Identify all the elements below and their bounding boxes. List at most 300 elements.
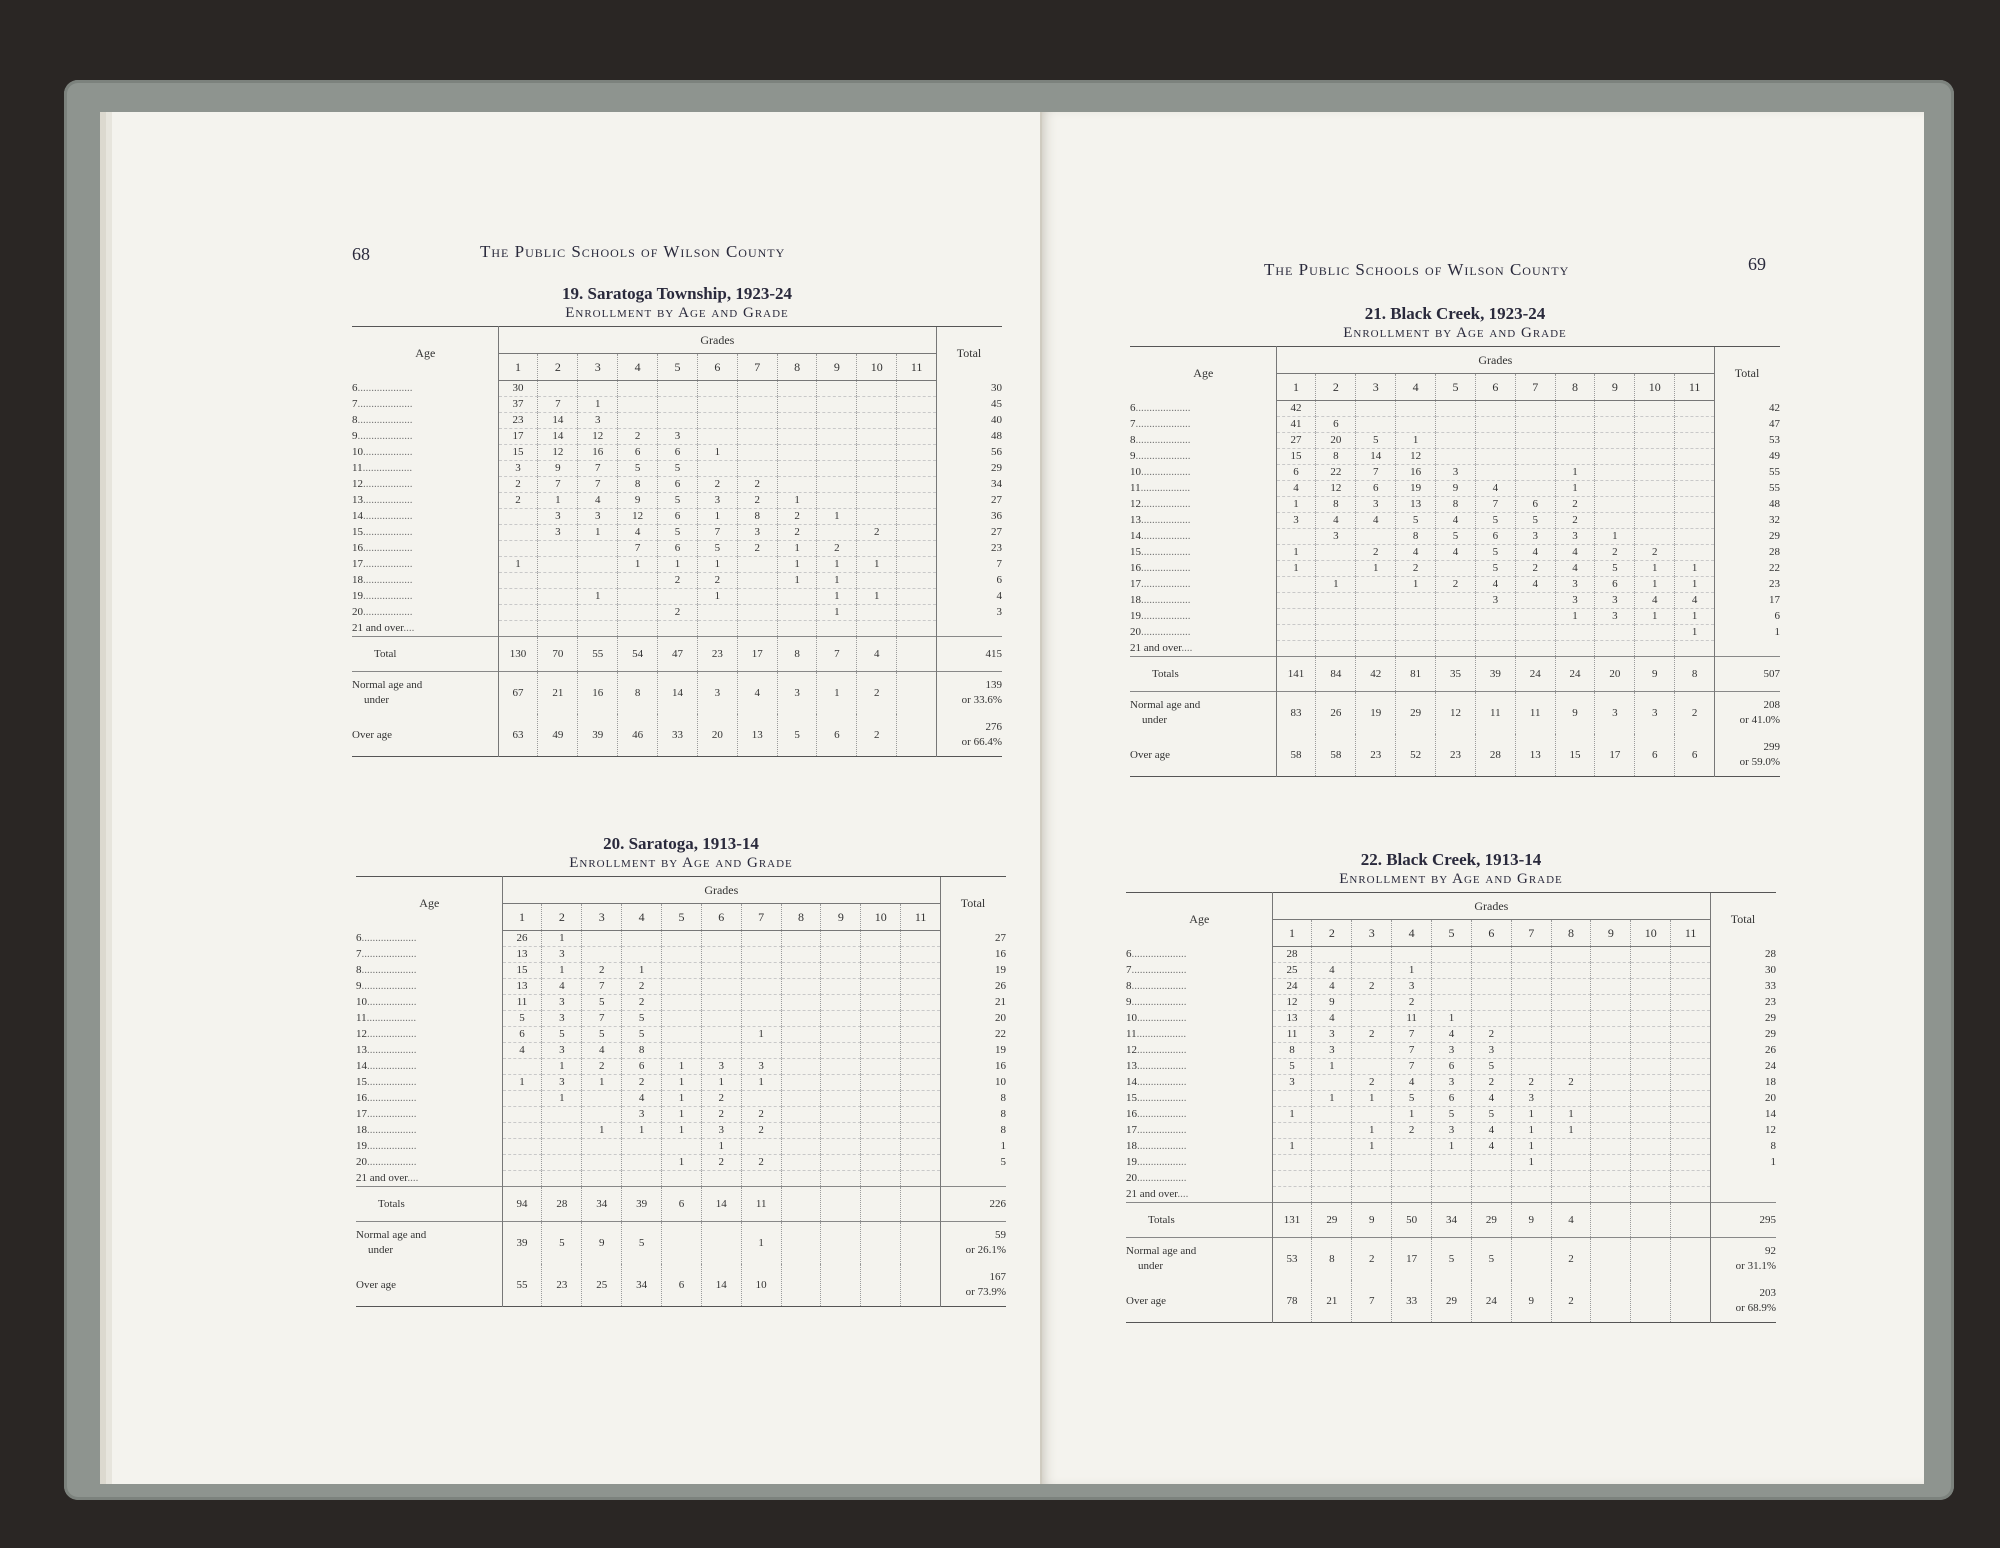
grade-cell xyxy=(1352,995,1392,1011)
over-age-total-value: 203 xyxy=(1759,1287,1776,1299)
grade-cell xyxy=(1436,433,1476,449)
grade-cell xyxy=(1352,947,1392,963)
grade-cell xyxy=(1432,963,1472,979)
grade-cell: 6 xyxy=(1356,481,1396,497)
grade-cell: 4 xyxy=(1471,1123,1511,1139)
grade-cell: 1 xyxy=(1392,1107,1432,1123)
grade-cell: 1 xyxy=(662,1123,702,1139)
table-row xyxy=(356,1043,1006,1059)
normal-age-label-line1: Normal age and xyxy=(352,679,423,691)
grade-cell: 28 xyxy=(1272,947,1312,963)
grade-cell xyxy=(897,525,937,541)
grade-cell xyxy=(1631,1107,1671,1123)
grade-cell xyxy=(498,541,538,557)
grade-cell: 3 xyxy=(542,947,582,963)
grade-cell: 5 xyxy=(1515,513,1555,529)
normal-age-cell xyxy=(1591,1238,1631,1281)
grade-number-header: 11 xyxy=(1671,920,1711,947)
grade-number-header: 7 xyxy=(1515,374,1555,401)
grade-cell xyxy=(737,557,777,573)
table-row xyxy=(1126,947,1776,963)
grade-number-header: 2 xyxy=(1316,374,1356,401)
grade-cell xyxy=(781,1171,821,1187)
leader-dots: .................. xyxy=(1136,1028,1187,1040)
grade-cell xyxy=(1316,561,1356,577)
age-label: 7.................... xyxy=(352,397,498,413)
grade-cell: 9 xyxy=(1436,481,1476,497)
row-total: 29 xyxy=(937,461,1002,477)
table-subtitle: Enrollment by Age and Grade xyxy=(1343,325,1567,341)
normal-age-cell: 5 xyxy=(1471,1238,1511,1281)
row-total: 29 xyxy=(1715,529,1780,545)
totals-cell: 7 xyxy=(817,637,857,672)
grade-cell xyxy=(1392,1187,1432,1203)
table-row xyxy=(1130,497,1780,513)
leader-dots: .................... xyxy=(1135,418,1191,430)
grade-cell: 3 xyxy=(1432,1043,1472,1059)
row-total: 17 xyxy=(1715,593,1780,609)
table-row xyxy=(1130,577,1780,593)
age-label: 12.................. xyxy=(1130,497,1276,513)
grade-cell xyxy=(857,605,897,621)
totals-cell: 50 xyxy=(1392,1203,1432,1238)
grade-cell: 3 xyxy=(622,1107,662,1123)
leader-dots: .................... xyxy=(1135,450,1191,462)
row-total: 47 xyxy=(1715,417,1780,433)
grade-cell xyxy=(622,1155,662,1171)
grade-cell: 6 xyxy=(658,541,698,557)
table-row xyxy=(352,381,1002,397)
table-row xyxy=(1130,433,1780,449)
grade-number-header: 5 xyxy=(662,904,702,931)
grade-cell xyxy=(1631,1155,1671,1171)
over-age-cell: 6 xyxy=(1691,748,1698,761)
grade-cell: 2 xyxy=(618,429,658,445)
grade-cell: 4 xyxy=(542,979,582,995)
grade-cell: 1 xyxy=(1595,529,1635,545)
grade-cell xyxy=(1316,625,1356,641)
grade-cell: 1 xyxy=(1352,1091,1392,1107)
totals-cell xyxy=(897,637,937,672)
grade-cell xyxy=(821,1075,861,1091)
grade-cell xyxy=(1551,1027,1591,1043)
grade-number-header: 4 xyxy=(622,904,662,931)
grade-cell xyxy=(777,413,817,429)
grade-cell: 4 xyxy=(618,525,658,541)
leader-dots: .................. xyxy=(367,1156,417,1168)
totals-cell: 11 xyxy=(741,1187,781,1222)
grade-cell xyxy=(1631,1091,1671,1107)
row-total: 56 xyxy=(937,445,1002,461)
over-age-percent: or 66.4% xyxy=(961,736,1002,748)
grade-cell xyxy=(1591,947,1631,963)
grade-cell: 23 xyxy=(498,413,538,429)
normal-age-cell: 39 xyxy=(502,1222,542,1265)
grade-number-header: 8 xyxy=(777,354,817,381)
over-age-cell: 2 xyxy=(1551,1280,1591,1323)
grade-cell: 1 xyxy=(618,557,658,573)
grade-number-header: 3 xyxy=(578,354,618,381)
grade-cell xyxy=(701,1043,741,1059)
leader-dots: .................. xyxy=(1141,626,1191,638)
grade-cell: 1 xyxy=(1675,561,1715,577)
grade-cell xyxy=(1436,609,1476,625)
grade-cell: 1 xyxy=(1551,1123,1591,1139)
table-row xyxy=(1130,417,1780,433)
grade-cell xyxy=(1475,625,1515,641)
age-label: 9.................... xyxy=(352,429,498,445)
row-total: 21 xyxy=(941,995,1006,1011)
grade-cell xyxy=(1352,1059,1392,1075)
grade-cell: 2 xyxy=(1555,497,1595,513)
grade-cell: 5 xyxy=(1436,529,1476,545)
grade-cell xyxy=(662,979,702,995)
totals-row xyxy=(356,1187,1006,1222)
grade-cell xyxy=(741,1091,781,1107)
leader-dots: .................. xyxy=(363,446,413,458)
grade-cell xyxy=(897,397,937,413)
header-row xyxy=(356,877,1006,904)
grade-cell xyxy=(901,1123,941,1139)
table-row xyxy=(356,1171,1006,1187)
grade-cell: 3 xyxy=(658,429,698,445)
totals-label: Totals xyxy=(1130,657,1276,692)
over-age-cell xyxy=(1591,1280,1631,1323)
grade-cell: 2 xyxy=(1356,545,1396,561)
table-row xyxy=(352,525,1002,541)
over-age-cell xyxy=(897,714,937,757)
grade-cell: 3 xyxy=(1436,465,1476,481)
grade-number-header: 6 xyxy=(701,904,741,931)
grade-cell xyxy=(697,381,737,397)
grade-cell: 1 xyxy=(817,557,857,573)
grade-cell: 15 xyxy=(498,445,538,461)
grade-cell: 5 xyxy=(1396,513,1436,529)
row-total: 32 xyxy=(1715,513,1780,529)
leader-dots: .................... xyxy=(1135,402,1191,414)
age-label: 6.................... xyxy=(352,381,498,397)
age-label: 14.................. xyxy=(356,1059,502,1075)
grade-cell: 13 xyxy=(502,979,542,995)
grade-cell xyxy=(658,397,698,413)
grade-number-header: 7 xyxy=(741,904,781,931)
grade-cell: 4 xyxy=(1396,545,1436,561)
leader-dots: .................. xyxy=(1137,1076,1187,1088)
grade-cell: 2 xyxy=(741,1155,781,1171)
grade-cell xyxy=(1551,1171,1591,1187)
over-age-cell: 23 xyxy=(542,1264,582,1307)
grade-cell xyxy=(622,1171,662,1187)
over-age-cell: 34 xyxy=(622,1264,662,1307)
grade-cell xyxy=(1635,401,1675,417)
totals-cell: 42 xyxy=(1356,657,1396,692)
grade-cell: 12 xyxy=(538,445,578,461)
leader-dots: .................. xyxy=(1137,1092,1187,1104)
over-age-row xyxy=(352,714,1002,757)
grade-cell: 3 xyxy=(737,525,777,541)
row-total: 30 xyxy=(1711,963,1776,979)
table-row xyxy=(352,509,1002,525)
leader-dots: .................. xyxy=(367,1108,417,1120)
grade-cell xyxy=(578,557,618,573)
normal-age-percent: or 26.1% xyxy=(965,1244,1006,1256)
grade-cell xyxy=(1631,1027,1671,1043)
grade-cell: 1 xyxy=(1312,1091,1352,1107)
grade-cell xyxy=(1671,1187,1711,1203)
grade-cell xyxy=(1396,609,1436,625)
age-label: 14.................. xyxy=(352,509,498,525)
age-label: 14.................. xyxy=(1126,1075,1272,1091)
totals-cell: 34 xyxy=(1432,1203,1472,1238)
row-total: 45 xyxy=(937,397,1002,413)
grade-cell: 25 xyxy=(1272,963,1312,979)
leader-dots: .................. xyxy=(367,1044,417,1056)
grade-cell xyxy=(1671,1059,1711,1075)
over-age-label: Over age xyxy=(1126,1280,1272,1323)
table-row xyxy=(352,589,1002,605)
grade-cell: 3 xyxy=(1312,1027,1352,1043)
grade-cell xyxy=(1316,641,1356,657)
grade-cell xyxy=(1515,481,1555,497)
row-total: 16 xyxy=(941,1059,1006,1075)
grade-cell xyxy=(817,621,857,637)
grade-cell xyxy=(701,995,741,1011)
row-total: 55 xyxy=(1715,465,1780,481)
grade-cell: 2 xyxy=(1396,561,1436,577)
grade-cell xyxy=(1356,625,1396,641)
grade-cell: 3 xyxy=(1595,593,1635,609)
grade-cell xyxy=(498,573,538,589)
grade-cell: 2 xyxy=(817,541,857,557)
grade-cell xyxy=(857,477,897,493)
age-label: 16.................. xyxy=(352,541,498,557)
grade-cell xyxy=(781,963,821,979)
row-total xyxy=(941,1171,1006,1187)
grade-cell: 1 xyxy=(777,493,817,509)
grade-cell: 1 xyxy=(1555,465,1595,481)
grade-cell xyxy=(582,931,622,947)
grade-cell xyxy=(1555,449,1595,465)
grade-cell: 4 xyxy=(1515,577,1555,593)
grade-cell xyxy=(897,445,937,461)
grade-cell xyxy=(1511,979,1551,995)
grade-cell: 4 xyxy=(582,1043,622,1059)
header-row xyxy=(1126,893,1776,920)
grade-cell xyxy=(1671,1091,1711,1107)
grade-cell xyxy=(1475,641,1515,657)
grade-cell: 3 xyxy=(542,1011,582,1027)
grade-cell xyxy=(857,445,897,461)
grade-cell xyxy=(901,1011,941,1027)
grade-cell xyxy=(1635,449,1675,465)
right-page xyxy=(1042,112,1924,1484)
grade-cell xyxy=(1475,417,1515,433)
leader-dots: .................. xyxy=(1137,1140,1187,1152)
table-row xyxy=(352,541,1002,557)
table-row xyxy=(356,947,1006,963)
grade-cell xyxy=(781,979,821,995)
grade-cell xyxy=(1555,417,1595,433)
over-age-cell xyxy=(1671,1280,1711,1323)
grade-cell xyxy=(1471,947,1511,963)
row-total: 49 xyxy=(1715,449,1780,465)
grade-cell: 12 xyxy=(1272,995,1312,1011)
grade-cell xyxy=(542,1107,582,1123)
grade-cell: 7 xyxy=(1475,497,1515,513)
age-label: 11.................. xyxy=(1130,481,1276,497)
grade-cell: 15 xyxy=(502,963,542,979)
grade-cell xyxy=(1595,641,1635,657)
grade-cell: 6 xyxy=(658,509,698,525)
normal-age-label xyxy=(356,1222,502,1265)
grade-cell xyxy=(901,1155,941,1171)
grade-cell xyxy=(618,589,658,605)
grade-cell: 3 xyxy=(701,1059,741,1075)
grade-cell xyxy=(857,381,897,397)
grade-cell xyxy=(502,1059,542,1075)
normal-age-label-line2: under xyxy=(1138,1260,1164,1272)
grade-cell xyxy=(1312,1139,1352,1155)
totals-cell: 9 xyxy=(1511,1203,1551,1238)
grade-cell xyxy=(1675,481,1715,497)
grade-cell xyxy=(1591,1155,1631,1171)
grade-cell xyxy=(662,931,702,947)
grade-cell xyxy=(538,573,578,589)
grade-cell xyxy=(1675,417,1715,433)
grade-number-header: 1 xyxy=(1272,920,1312,947)
table-row xyxy=(352,605,1002,621)
grade-number-header: 1 xyxy=(502,904,542,931)
grade-cell xyxy=(781,1155,821,1171)
grade-cell xyxy=(1272,1123,1312,1139)
grade-cell xyxy=(1352,1043,1392,1059)
table-title: 22. Black Creek, 1913-14 xyxy=(1360,850,1542,869)
normal-age-cell: 5 xyxy=(542,1222,582,1265)
grade-cell xyxy=(861,995,901,1011)
grade-cell xyxy=(1432,947,1472,963)
summary-rows xyxy=(1130,657,1780,777)
grade-cell: 3 xyxy=(542,995,582,1011)
row-total: 12 xyxy=(1711,1123,1776,1139)
enrollment-table xyxy=(352,326,1002,759)
age-rows xyxy=(352,381,1002,637)
grade-number-header: 3 xyxy=(1356,374,1396,401)
table-row xyxy=(1130,529,1780,545)
grade-cell xyxy=(1635,513,1675,529)
grade-cell xyxy=(1511,995,1551,1011)
totals-cell: 24 xyxy=(1555,657,1595,692)
row-total: 20 xyxy=(941,1011,1006,1027)
totals-label: Totals xyxy=(356,1187,502,1222)
table-row xyxy=(1126,979,1776,995)
grade-cell: 5 xyxy=(1432,1107,1472,1123)
grade-cell xyxy=(618,605,658,621)
grade-cell: 2 xyxy=(697,477,737,493)
grade-cell xyxy=(897,493,937,509)
over-age-row xyxy=(1126,1280,1776,1323)
over-age-cell xyxy=(1631,1280,1671,1323)
grade-cell xyxy=(578,605,618,621)
table-row xyxy=(352,429,1002,445)
row-total: 30 xyxy=(937,381,1002,397)
table-row xyxy=(1130,609,1780,625)
age-label: 21 and over.... xyxy=(1130,641,1276,657)
totals-cell: 9 xyxy=(1635,657,1675,692)
grade-cell xyxy=(821,1171,861,1187)
grade-cell: 1 xyxy=(1675,577,1715,593)
header-row xyxy=(352,327,1002,354)
grade-cell: 7 xyxy=(618,541,658,557)
grade-cell xyxy=(1511,1059,1551,1075)
grade-cell: 1 xyxy=(662,1059,702,1075)
row-total: 4 xyxy=(937,589,1002,605)
grade-cell xyxy=(1352,1171,1392,1187)
leader-dots: .................. xyxy=(1141,610,1191,622)
grade-cell: 2 xyxy=(1352,1027,1392,1043)
row-total: 3 xyxy=(937,605,1002,621)
table-row xyxy=(1130,449,1780,465)
totals-cell: 141 xyxy=(1276,657,1316,692)
normal-age-label xyxy=(1130,692,1276,735)
grade-cell xyxy=(1591,1075,1631,1091)
grade-cell xyxy=(821,963,861,979)
grade-cell xyxy=(781,947,821,963)
grade-cell xyxy=(741,1043,781,1059)
grade-cell xyxy=(658,589,698,605)
grade-cell xyxy=(542,1123,582,1139)
grade-cell xyxy=(1671,947,1711,963)
grade-cell: 1 xyxy=(857,557,897,573)
row-total: 42 xyxy=(1715,401,1780,417)
grade-cell: 8 xyxy=(1436,497,1476,513)
table-row xyxy=(1130,641,1780,657)
grade-cell xyxy=(1436,417,1476,433)
grade-cell xyxy=(1671,1171,1711,1187)
age-label: 8.................... xyxy=(356,963,502,979)
grade-cell xyxy=(1595,465,1635,481)
grade-cell: 5 xyxy=(1475,545,1515,561)
grade-cell xyxy=(1635,417,1675,433)
grade-cell: 7 xyxy=(697,525,737,541)
row-total: 29 xyxy=(1711,1027,1776,1043)
grade-cell xyxy=(1312,1107,1352,1123)
grade-cell: 3 xyxy=(578,413,618,429)
grade-cell xyxy=(1356,609,1396,625)
grade-cell xyxy=(817,445,857,461)
grade-cell xyxy=(1591,1091,1631,1107)
grade-cell xyxy=(502,1171,542,1187)
grade-cell xyxy=(1471,1011,1511,1027)
totals-cell: 23 xyxy=(697,637,737,672)
grade-cell: 6 xyxy=(1515,497,1555,513)
grade-cell: 2 xyxy=(1392,1123,1432,1139)
grade-cell: 1 xyxy=(777,573,817,589)
grade-cell xyxy=(1471,963,1511,979)
normal-age-total-value: 92 xyxy=(1765,1245,1776,1257)
grade-cell xyxy=(498,621,538,637)
grade-cell xyxy=(1675,513,1715,529)
grade-cell xyxy=(582,947,622,963)
grade-cell: 7 xyxy=(578,461,618,477)
grade-cell: 5 xyxy=(1475,561,1515,577)
grade-cell: 1 xyxy=(1352,1123,1392,1139)
grade-cell: 1 xyxy=(1511,1139,1551,1155)
grade-cell xyxy=(1276,577,1316,593)
age-label: 7.................... xyxy=(1126,963,1272,979)
grade-cell xyxy=(821,1107,861,1123)
grade-cell: 2 xyxy=(1352,979,1392,995)
totals-cell: 17 xyxy=(737,637,777,672)
